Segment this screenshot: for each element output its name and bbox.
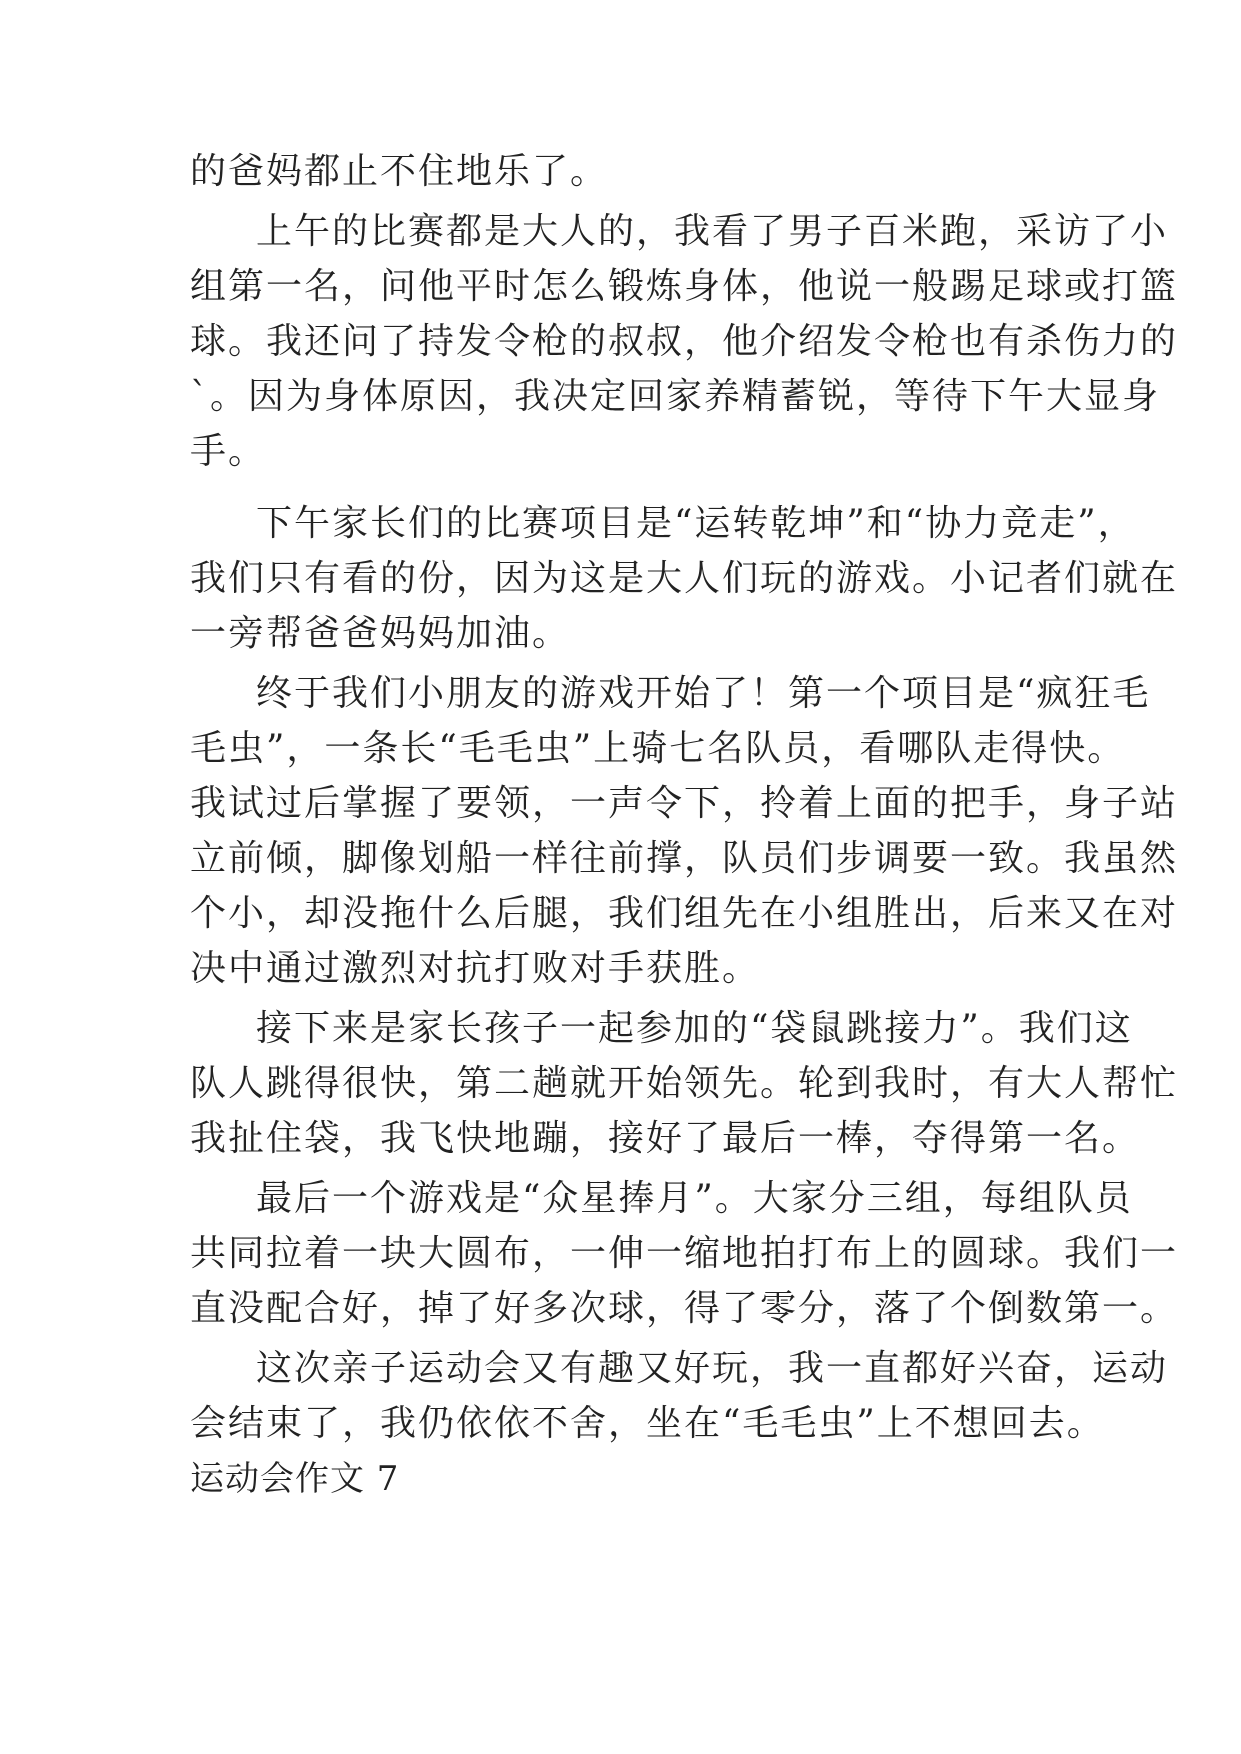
text-line: 球。我还问了持发令枪的叔叔，他介绍发令枪也有杀伤力的 [190,321,1179,362]
text-line: 我们只有看的份，因为这是大人们玩的游戏。小记者们就在 [190,558,1179,599]
text-line: 我扯住袋，我飞快地蹦，接好了最后一棒，夺得第一名。 [190,1118,1141,1159]
text-line: 共同拉着一块大圆布，一伸一缩地拍打布上的圆球。我们一 [190,1233,1179,1274]
paragraph-first-line: 终于我们小朋友的游戏开始了！第一个项目是“疯狂毛 [256,673,1151,714]
text-line: 的爸妈都止不住地乐了。 [190,151,609,192]
paragraph-first-line: 这次亲子运动会又有趣又好玩，我一直都好兴奋，运动 [256,1348,1169,1389]
text-line: 会结束了，我仍依依不舍，坐在“毛毛虫”上不想回去。 [190,1403,1105,1444]
text-line: 组第一名，问他平时怎么锻炼身体，他说一般踢足球或打篮 [190,266,1179,307]
paragraph-first-line: 下午家长们的比赛项目是“运转乾坤”和“协力竞走”， [256,503,1136,544]
text-line: `。因为身体原因，我决定回家养精蓄锐，等待下午大显身 [190,376,1161,417]
paragraph-first-line: 上午的比赛都是大人的，我看了男子百米跑，采访了小 [256,211,1169,252]
text-line: 我试过后掌握了要领，一声令下，拎着上面的把手，身子站 [190,783,1179,824]
text-line: 个小，却没拖什么后腿，我们组先在小组胜出，后来又在对 [190,893,1179,934]
paragraph-first-line: 最后一个游戏是“众星捧月”。大家分三组，每组队员 [256,1178,1133,1219]
text-line: 直没配合好，掉了好多次球，得了零分，落了个倒数第一。 [190,1288,1179,1329]
text-line: 队人跳得很快，第二趟就开始领先。轮到我时，有大人帮忙 [190,1063,1179,1104]
text-line: 毛虫”，一条长“毛毛虫”上骑七名队员，看哪队走得快。 [190,728,1126,769]
section-heading: 运动会作文 7 [190,1459,400,1499]
text-line: 决中通过激烈对抗打败对手获胜。 [190,948,761,989]
text-line: 手。 [190,431,267,472]
paragraph-first-line: 接下来是家长孩子一起参加的“袋鼠跳接力”。我们这 [256,1008,1133,1049]
text-line: 立前倾，脚像划船一样往前撑，队员们步调要一致。我虽然 [190,838,1179,879]
text-line: 一旁帮爸爸妈妈加油。 [190,613,571,654]
